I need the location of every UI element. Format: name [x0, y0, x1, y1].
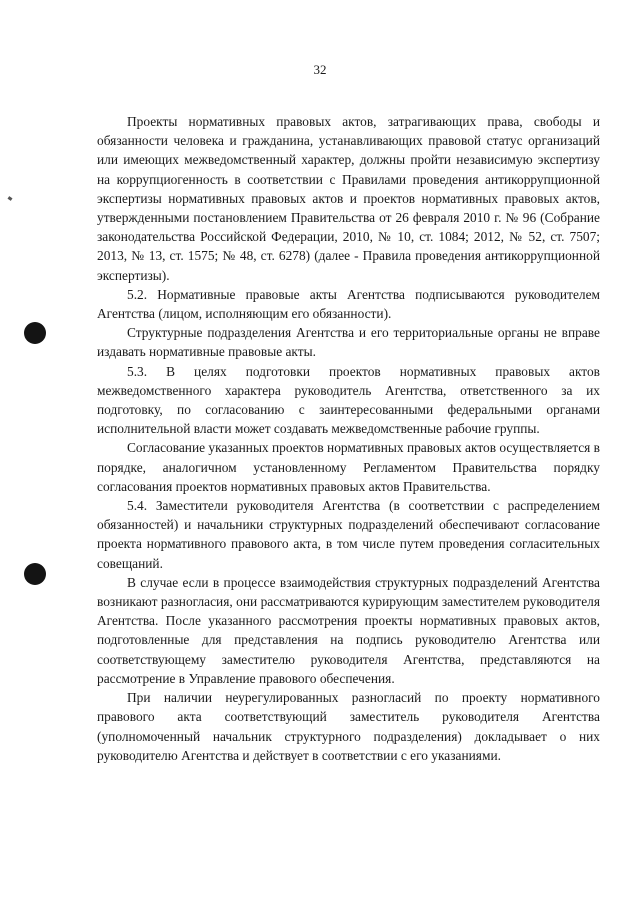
paragraph-5-4: 5.4. Заместители руководителя Агентства (в соответствии с распределением обязанностей) и начальники структурных подразделений обеспечивают согласование проекта нормативного правового акта, в том числе путем проведения согласительных совещаний. [97, 498, 600, 571]
page-number: 32 [313, 62, 327, 77]
paragraph-approval-procedure: Согласование указанных проектов нормативных правовых актов осуществляется в порядке, аналогичном установленному Регламентом Правительства порядку согласования проектов нормативных правовых актов Правительства. [97, 440, 600, 494]
document-body [97, 112, 600, 765]
paragraph-unresolved-disagreements: При наличии неурегулированных разногласий по проекту нормативного правового акта соответствующий заместитель руководителя Агентства (уполномоченный начальник структурного подразделения) докладывает о них руководителю Агентства и действует в соответствии с его указаниями. [97, 690, 600, 763]
paragraph-5-3: 5.3. В целях подготовки проектов нормативных правовых актов межведомственного характера руководитель Агентства, ответственного за их подготовку, по согласованию с заинтересованными федеральными органами исполнительной власти может создавать межведомственные рабочие группы. [97, 363, 600, 437]
paragraph-structural-units: Структурные подразделения Агентства и его территориальные органы не вправе издавать нормативные правовые акты. [97, 325, 600, 360]
paragraph-5-2: 5.2. Нормативные правовые акты Агентства подписываются руководителем Агентства (лицом, исполняющим его обязанности). [97, 286, 600, 322]
punch-hole-lower [24, 563, 46, 585]
punch-hole-upper [24, 322, 46, 344]
paragraph-anticorruption-expertise: Проекты нормативных правовых актов, затрагивающих права, свободы и обязанности человека и гражданина, устанавливающих правовой статус организаций или имеющих межведомственный характер, должны пройти независимую экспертизу на коррупциогенность в соответствии с Правилами проведения антикоррупционной экспертизы нормативных правовых актов и проектов нормативных правовых актов, утвержденными постановлением Правительства от 26 февраля 2010 г. № 96 (Собрание законодательства Российской Федерации, 2010, № 10, ст. 1084; 2012, № 52, ст. 7507; 2013, № 13, ст. 1575; № 48, ст. 6278) (далее - Правила проведения антикоррупционной экспертизы). [97, 114, 600, 283]
scan-mark [8, 196, 13, 201]
paragraph-disagreements: В случае если в процессе взаимодействия структурных подразделений Агентства возникают разногласия, они рассматриваются курирующим заместителем руководителя Агентства. После указанного рассмотрения проекты нормативных правовых актов, подготовленные для представления на подпись руководителю Агентства или соответствующему заместителю руководителя Агентства, представляются на рассмотрение в Управление правового обеспечения. [97, 574, 600, 686]
